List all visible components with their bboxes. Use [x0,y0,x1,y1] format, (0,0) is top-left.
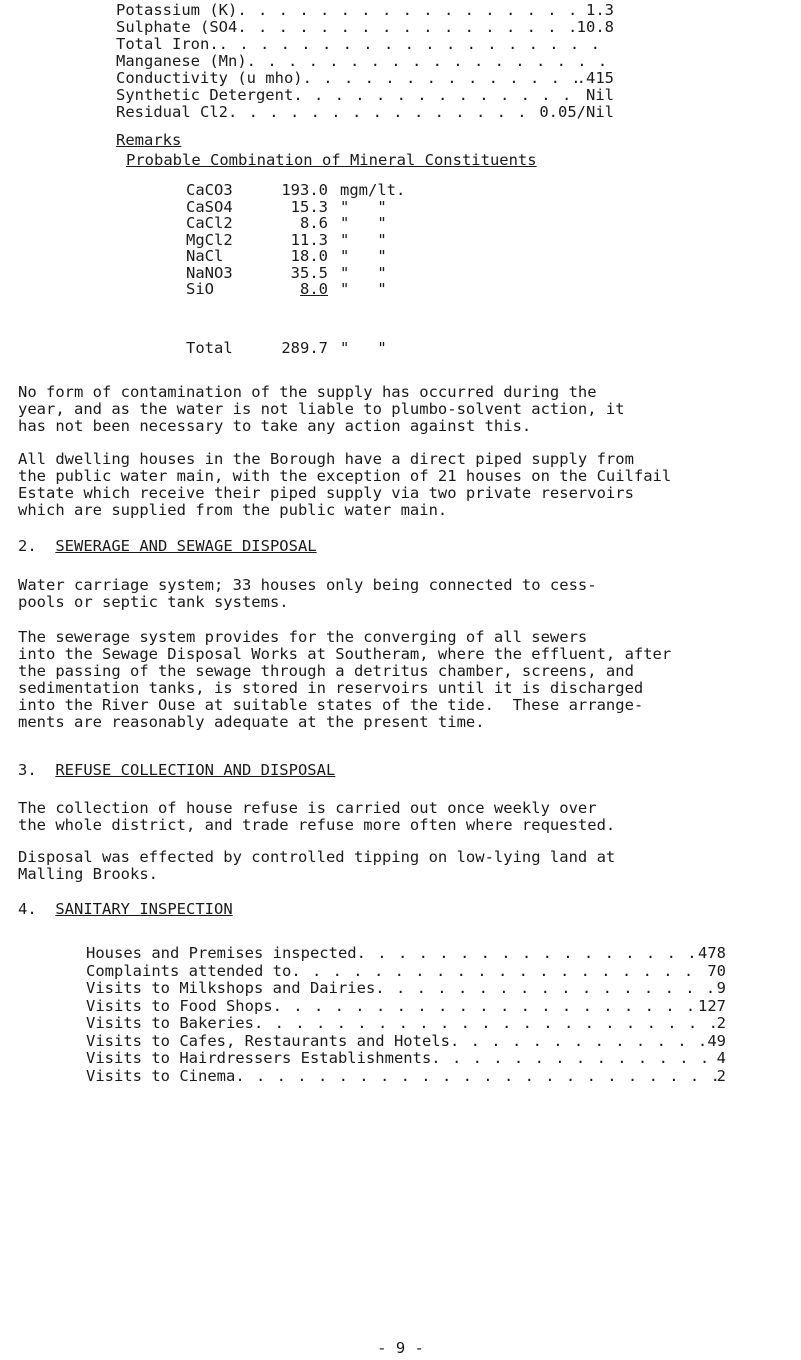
mineral-row: CaCl2 8.6 " " [186,214,387,232]
inspection-row: Visits to Milkshops and Dairies . . . 9 [86,980,726,998]
inspection-row: Visits to Food Shops . . . 127 [86,998,726,1016]
mineral-table [186,182,405,298]
remarks-heading: Remarks [116,131,182,149]
analysis-row: Residual Cl2 . . . 0.05/Nil [116,104,614,121]
analysis-row: Total Iron. . . . [116,36,614,53]
inspection-row: Complaints attended to . . . 70 [86,963,726,981]
mineral-row: NaNO3 35.5 " " [186,263,387,282]
mineral-row: NaCl 18.0 " " [186,247,387,265]
section-heading-refuse: 3. REFUSE COLLECTION AND DISPOSAL [18,761,336,779]
page-number: - 9 - [377,1339,424,1357]
inspection-row: Visits to Cafes, Restaurants and Hotels . . . 49 [86,1033,726,1051]
refuse-collection-paragraph: The collection of house refuse is carried out once weekly over the whole district, and trade refuse more often where requested. [18,799,616,834]
analysis-row: Manganese (Mn) . . . [116,53,614,70]
inspection-row: Visits to Bakeries . . . 2 [86,1015,726,1033]
analysis-row: Sulphate (SO4 . . . 10.8 [116,19,614,36]
analysis-row: Potassium (K) . . . 1.3 [116,2,614,19]
mineral-row: CaCO3 193.0 mgm/lt. [186,181,406,199]
mineral-row: CaSO4 15.3 " " [186,197,387,216]
dwelling-paragraph: All dwelling houses in the Borough have a direct piped supply from the public water main, with the exception of 21 houses on the Cuilfail Estate which receive their piped supply via two private reservoirs which are supplied from the public water main. [18,450,672,519]
mineral-total-row: Total 289.7 " " [186,339,387,357]
mineral-row: MgCl2 11.3 " " [186,230,387,249]
sewerage-paragraph: The sewerage system provides for the converging of all sewers into the Sewage Disposal Works at Southeram, where the effluent, after the passing of the sewage through a detritus chamber, screens, and sedimentation tanks, is stored in reservoirs until it is discharged into the River Ouse at suitable states of the tide. These arrange- ments are reasonably adequate at the present time. [18,628,672,731]
inspection-row: Visits to Hairdressers Establishments . . . 4 [86,1050,726,1068]
mineral-row: SiO 8.0 " " [186,280,387,298]
water-analysis-list [116,2,614,121]
sanitary-inspection-list [86,945,726,1085]
analysis-row: Synthetic Detergent . . . Nil [116,87,614,104]
contamination-paragraph: No form of contamination of the supply has occurred during the year, and as the water is not liable to plumbo-solvent action, it has not been necessary to take any action against this. [18,383,625,435]
mineral-constituents-heading: Probable Combination of Mineral Constituents [126,151,537,169]
inspection-row: Houses and Premises inspected . . . 478 [86,945,726,963]
section-heading-sewerage: 2. SEWERAGE AND SEWAGE DISPOSAL [18,537,317,555]
inspection-row: Visits to Cinema . . . 2 [86,1068,726,1086]
water-carriage-paragraph: Water carriage system; 33 houses only being connected to cess- pools or septic tank systems. [18,576,597,611]
section-heading-sanitary: 4. SANITARY INSPECTION [18,900,233,918]
analysis-row: Conductivity (u mho) . . . .415 [116,70,614,87]
disposal-paragraph: Disposal was effected by controlled tipping on low-lying land at Malling Brooks. [18,848,616,883]
